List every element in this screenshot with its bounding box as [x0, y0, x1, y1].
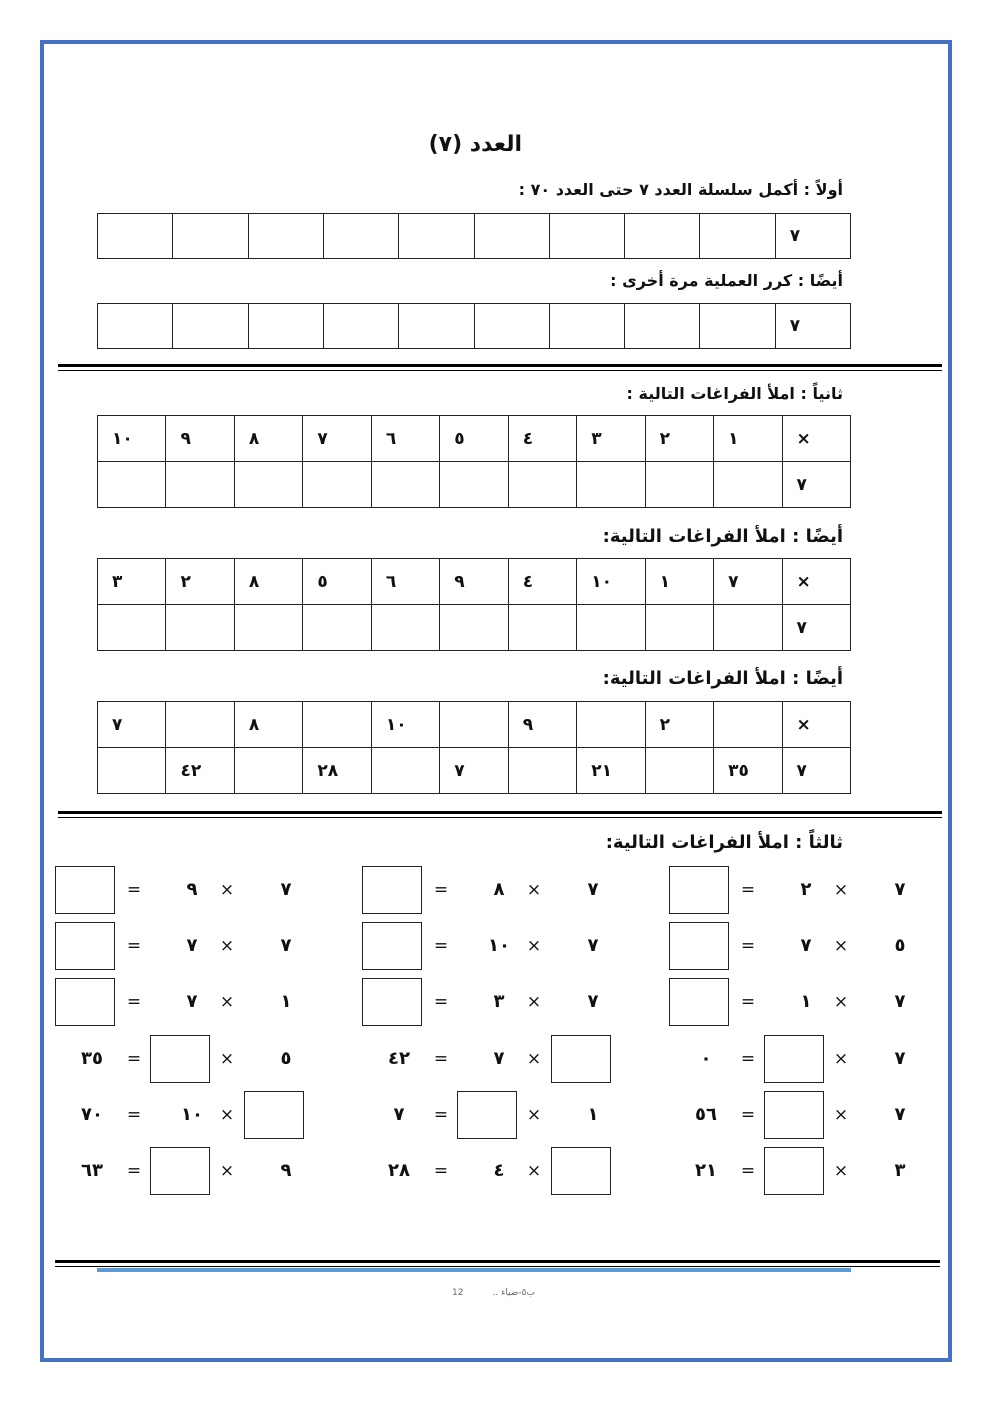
multiply-sign: ×: [833, 1161, 849, 1181]
blank-cell: [714, 702, 782, 748]
second-factor: ٧: [186, 935, 198, 956]
table-cell: ٧: [775, 214, 850, 259]
section-1-repeat-heading: أيضًا : كرر العملية مرة أخرى :: [610, 271, 843, 290]
multiply-sign: ×: [219, 1049, 235, 1069]
blank-cell: [173, 304, 248, 349]
blank-cell: [440, 462, 508, 508]
answer-box: [362, 922, 422, 970]
multiply-sign: ×: [219, 1161, 235, 1181]
blank-cell: [549, 304, 624, 349]
second-factor: ١٠: [181, 1104, 203, 1125]
blank-cell: [98, 462, 166, 508]
first-factor: ٧: [894, 991, 906, 1012]
equals-sign: =: [126, 880, 142, 900]
product: ٥٦: [695, 1104, 717, 1125]
first-factor: ٧: [894, 879, 906, 900]
blank-cell: [303, 702, 371, 748]
blank-cell: [474, 304, 549, 349]
table-cell: ٧: [440, 748, 508, 794]
equals-sign: =: [126, 992, 142, 1012]
product: ٢١: [695, 1160, 717, 1181]
blank-cell: [625, 214, 700, 259]
blank-cell: [399, 214, 474, 259]
table-cell: ١٠: [371, 702, 439, 748]
table-cell: ٦: [371, 559, 439, 605]
section-divider: [58, 811, 942, 818]
blank-cell: [166, 605, 234, 651]
blank-cell: [371, 462, 439, 508]
table-cell: ٣٥: [714, 748, 782, 794]
second-factor: ٤: [493, 1160, 505, 1181]
blank-cell: [98, 214, 173, 259]
blank-cell: [645, 462, 713, 508]
product: ٣٥: [81, 1048, 103, 1069]
blank-cell: [399, 304, 474, 349]
answer-box: [55, 922, 115, 970]
blank-cell: [645, 605, 713, 651]
second-factor: ٧: [186, 991, 198, 1012]
table-cell: ٤: [508, 559, 576, 605]
second-factor: ٣: [493, 991, 505, 1012]
sequence-row: [98, 214, 851, 259]
blank-cell: [234, 605, 302, 651]
blank-cell: [508, 748, 576, 794]
blank-cell: [173, 214, 248, 259]
equals-sign: =: [433, 1105, 449, 1125]
product-row: [98, 748, 851, 794]
multiply-sign: ×: [219, 992, 235, 1012]
footer-rule: [97, 1268, 851, 1272]
table-cell: ٧: [98, 702, 166, 748]
multiply-sign: ×: [526, 1105, 542, 1125]
second-factor: ١: [800, 991, 812, 1012]
answer-box: [669, 922, 729, 970]
table-cell: ٩: [508, 702, 576, 748]
multiply-sign: ×: [219, 1105, 235, 1125]
blank-cell: [714, 605, 782, 651]
product: ٤٢: [388, 1048, 410, 1069]
section-1-heading: أولاً : أكمل سلسلة العدد ٧ حتى العدد ٧٠ :: [518, 180, 843, 199]
blank-cell: [234, 462, 302, 508]
first-factor: ٣: [894, 1160, 906, 1181]
table-cell: ٩: [440, 559, 508, 605]
blank-cell: [440, 605, 508, 651]
table-cell: ١: [645, 559, 713, 605]
first-factor: ٧: [894, 1104, 906, 1125]
sequence-table: [97, 213, 851, 259]
blank-cell: [714, 462, 782, 508]
table-cell: ٨: [234, 559, 302, 605]
equals-sign: =: [740, 1105, 756, 1125]
answer-box: [55, 978, 115, 1026]
blank-cell: [577, 702, 645, 748]
first-factor: ٧: [587, 879, 599, 900]
multiply-sign: ×: [833, 1049, 849, 1069]
answer-box: [669, 978, 729, 1026]
product-row: [98, 605, 851, 651]
blank-cell: [166, 702, 234, 748]
blank-cell: [700, 214, 775, 259]
multiplication-table-2: [97, 558, 851, 651]
first-factor: ٧: [280, 879, 292, 900]
blank-cell: [371, 748, 439, 794]
blank-cell: [323, 214, 398, 259]
product: ٧٠: [81, 1104, 103, 1125]
table-cell: ٣: [98, 559, 166, 605]
answer-box: [55, 866, 115, 914]
equals-sign: =: [433, 880, 449, 900]
table-cell: ٧: [782, 462, 850, 508]
equals-sign: =: [433, 936, 449, 956]
table-cell: ٦: [371, 416, 439, 462]
table-cell: ١٠: [577, 559, 645, 605]
product: ٠: [700, 1048, 712, 1069]
equals-sign: =: [740, 1161, 756, 1181]
table-cell: ٧: [782, 605, 850, 651]
second-factor: ٧: [493, 1048, 505, 1069]
table-cell: ٢١: [577, 748, 645, 794]
multiply-sign: ×: [833, 992, 849, 1012]
section-2-heading: ثانياً : املأ الفراغات التالية :: [626, 384, 843, 403]
table-cell: ٤٢: [166, 748, 234, 794]
first-factor: ١: [587, 1104, 599, 1125]
table-cell: ٢٨: [303, 748, 371, 794]
equals-sign: =: [740, 880, 756, 900]
first-factor: ٧: [894, 1048, 906, 1069]
equals-sign: =: [433, 1161, 449, 1181]
blank-cell: [508, 605, 576, 651]
answer-box: [362, 978, 422, 1026]
blank-cell: [234, 748, 302, 794]
first-factor: ٧: [280, 935, 292, 956]
multiply-sign: ×: [526, 936, 542, 956]
product-row: [98, 462, 851, 508]
section-divider: [58, 364, 942, 371]
blank-cell: [700, 304, 775, 349]
equals-sign: =: [740, 936, 756, 956]
blank-cell: [166, 462, 234, 508]
blank-cell: [549, 214, 624, 259]
table-cell: ٩: [166, 416, 234, 462]
multiplication-table-1: [97, 415, 851, 508]
blank-cell: [440, 702, 508, 748]
multiplication-table-3: [97, 701, 851, 794]
multiplier-row: [98, 702, 851, 748]
table-cell: ٧: [303, 416, 371, 462]
answer-box: [669, 866, 729, 914]
table-cell: ٧: [714, 559, 782, 605]
equals-sign: =: [126, 1161, 142, 1181]
first-factor: ٥: [280, 1048, 292, 1069]
table-cell: ٢: [645, 702, 713, 748]
multiply-sign: ×: [219, 936, 235, 956]
equals-sign: =: [740, 1049, 756, 1069]
page-number: 12: [452, 1288, 464, 1298]
blank-cell: [323, 304, 398, 349]
second-factor: ٧: [800, 935, 812, 956]
first-factor: ٩: [280, 1160, 292, 1181]
table-cell: ٤: [508, 416, 576, 462]
table-cell: ٣: [577, 416, 645, 462]
multiply-sign: ×: [526, 1049, 542, 1069]
second-factor: ١٠: [488, 935, 510, 956]
multiply-sign: ×: [526, 992, 542, 1012]
second-factor: ٩: [186, 879, 198, 900]
blank-cell: [98, 748, 166, 794]
first-factor: ١: [280, 991, 292, 1012]
blank-cell: [577, 605, 645, 651]
first-factor: ٥: [894, 935, 906, 956]
blank-cell: [508, 462, 576, 508]
blank-cell: [645, 748, 713, 794]
table-cell: ٢: [166, 559, 234, 605]
product: ٦٣: [81, 1160, 103, 1181]
section-3-heading: ثالثاً : املأ الفراغات التالية:: [605, 832, 843, 853]
table-cell: ٧: [775, 304, 850, 349]
section-2-table-3-heading: أيضًا : املأ الفراغات التالية:: [602, 668, 843, 689]
table-cell: ٥: [440, 416, 508, 462]
blank-cell: [248, 214, 323, 259]
first-factor: ٧: [587, 935, 599, 956]
blank-cell: [625, 304, 700, 349]
multiplier-row: [98, 416, 851, 462]
footer-author: ب٥-ضياء ..: [492, 1288, 535, 1298]
table-cell: ٥: [303, 559, 371, 605]
equals-sign: =: [433, 1049, 449, 1069]
multiply-sign: ×: [833, 936, 849, 956]
table-cell: ×: [782, 559, 850, 605]
blank-cell: [371, 605, 439, 651]
blank-cell: [98, 304, 173, 349]
section-2-table-2-heading: أيضًا : املأ الفراغات التالية:: [602, 526, 843, 547]
blank-cell: [303, 605, 371, 651]
footer-divider: [55, 1260, 940, 1267]
equals-sign: =: [126, 1105, 142, 1125]
first-factor: ٧: [587, 991, 599, 1012]
multiply-sign: ×: [219, 880, 235, 900]
sequence-table-repeat: [97, 303, 851, 349]
second-factor: ٢: [800, 879, 812, 900]
sequence-row: [98, 304, 851, 349]
equals-sign: =: [740, 992, 756, 1012]
blank-cell: [303, 462, 371, 508]
table-cell: ٨: [234, 416, 302, 462]
answer-box: [362, 866, 422, 914]
multiply-sign: ×: [526, 880, 542, 900]
product: ٢٨: [388, 1160, 410, 1181]
multiply-sign: ×: [833, 880, 849, 900]
multiplier-row: [98, 559, 851, 605]
table-cell: ٢: [645, 416, 713, 462]
blank-cell: [98, 605, 166, 651]
second-factor: ٨: [493, 879, 505, 900]
equals-sign: =: [126, 1049, 142, 1069]
equals-sign: =: [433, 992, 449, 1012]
multiply-sign: ×: [833, 1105, 849, 1125]
table-cell: ١: [714, 416, 782, 462]
table-cell: ×: [782, 416, 850, 462]
table-cell: ١٠: [98, 416, 166, 462]
page-title: العدد (٧): [428, 132, 522, 157]
table-cell: ٧: [782, 748, 850, 794]
blank-cell: [577, 462, 645, 508]
table-cell: ×: [782, 702, 850, 748]
equals-sign: =: [126, 936, 142, 956]
blank-cell: [474, 214, 549, 259]
product: ٧: [393, 1104, 405, 1125]
table-cell: ٨: [234, 702, 302, 748]
blank-cell: [248, 304, 323, 349]
multiply-sign: ×: [526, 1161, 542, 1181]
